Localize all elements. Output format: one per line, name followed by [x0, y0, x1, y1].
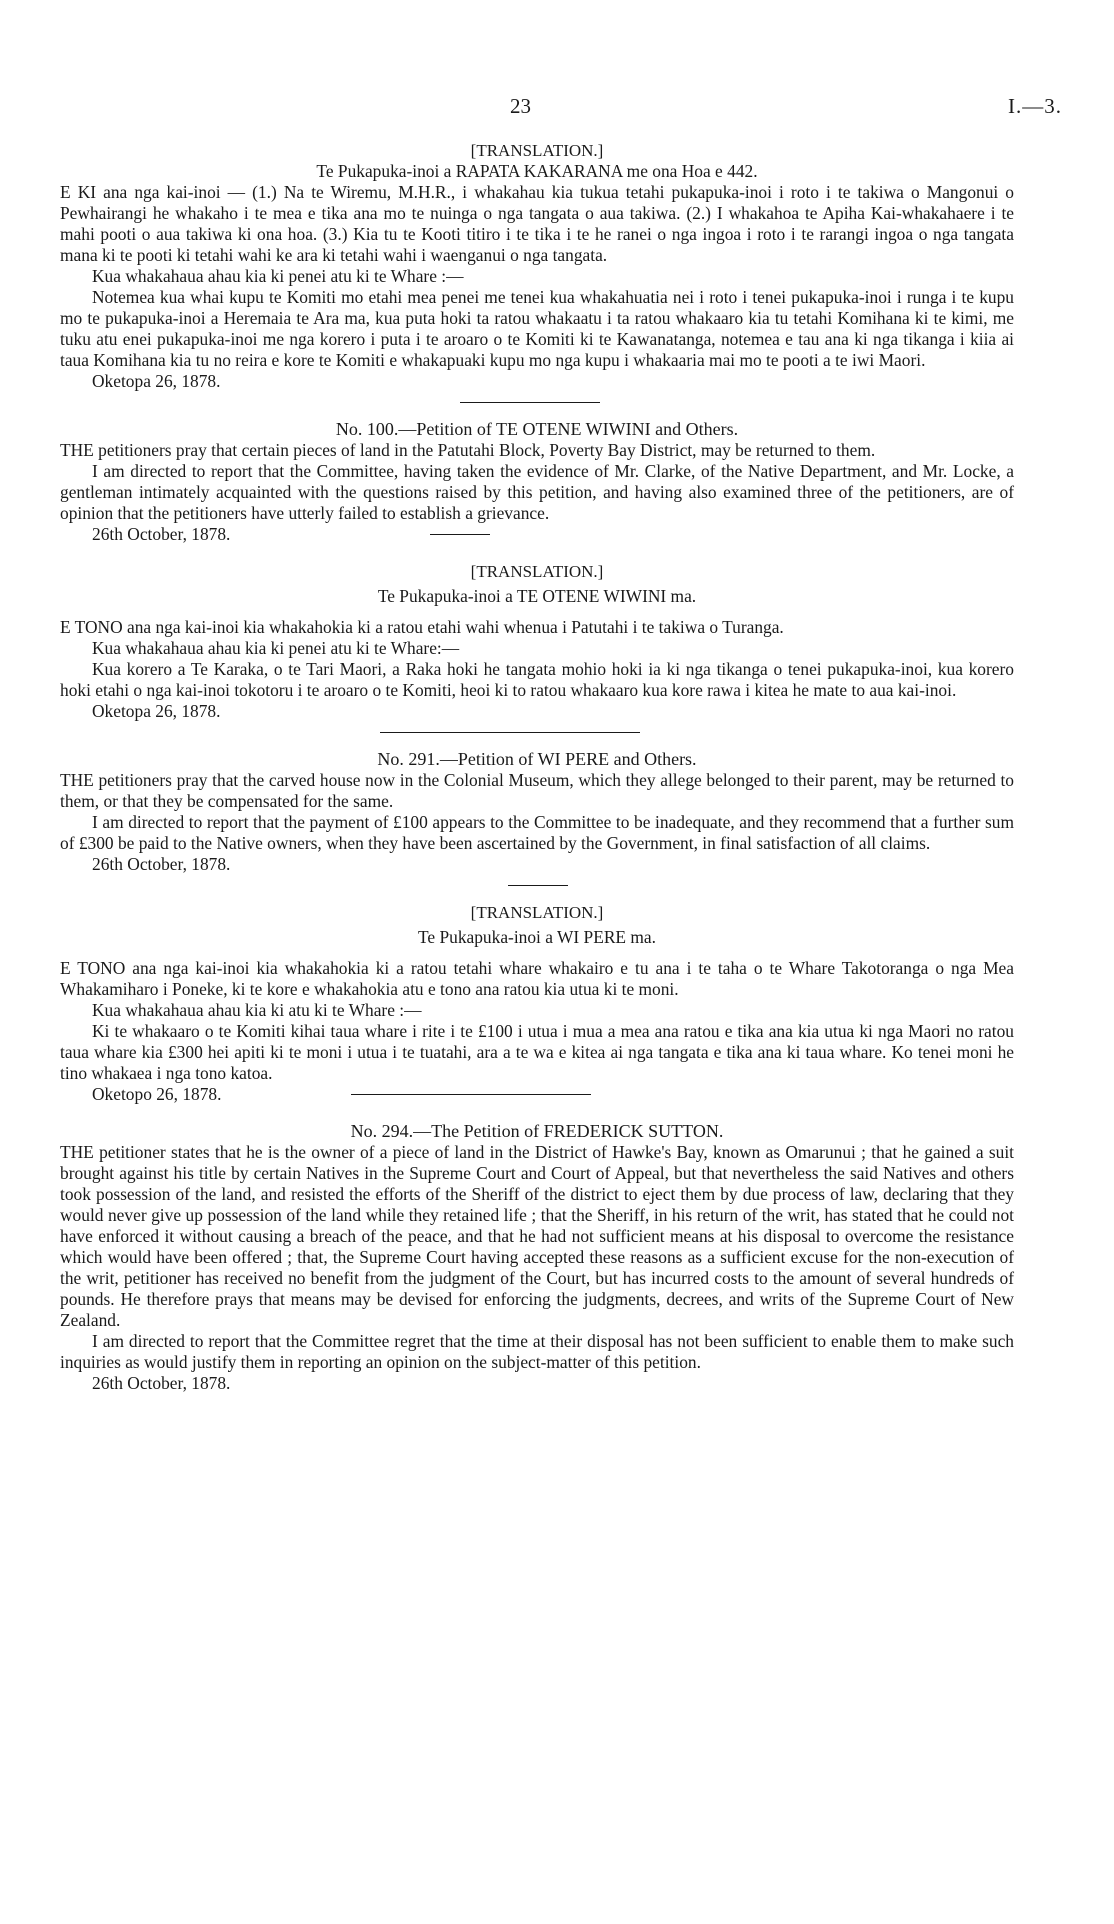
paragraph: Kua whakahaua ahau kia ki penei atu ki te Whare :— [92, 266, 464, 286]
translation-label: [TRANSLATION.] [470, 141, 604, 160]
page-number: 23 [510, 94, 531, 118]
petition-heading: No. 291.—Petition of WI PERE and Others. [377, 749, 697, 769]
date-line: 26th October, 1878. [92, 1373, 231, 1393]
paragraph: THE petitioners pray that certain pieces of land in the Patutahi Block, Poverty Bay District, may be returned to them. [60, 440, 876, 460]
paragraph: I am directed to report that the Committee, having taken the evidence of Mr. Clarke, of the Native Department, and Mr. Locke, a gentleman intimately acquainted with the questions raised by this petition, and having also examined three of the petitioners, are of opinion that the petitioners have utterly failed to establish a grievance. [60, 461, 1014, 523]
section-title: Te Pukapuka-inoi a TE OTENE WIWINI ma. [377, 586, 697, 606]
paragraph: E KI ana nga kai-inoi — (1.) Na te Wiremu, M.H.R., i whakahau kia tukua tetahi pukapuka-inoi i roto i te takiwa o Mangonui o Pewhairangi he whakaho i te mea e tika ana mo te nuinga o nga tangata o aua takiwa. (2.) I whakahoa te Apiha Kai-whakahaere i te mahi pooti o aua takiwa ki ona hoa. (3.) Kia tu te Kooti titiro i te tika i te he ranei o nga ingoa i roto i te rarangi ingoa o nga tangata mana ki te pooti ki tetahi wahi ke ara ki tetahi wahi i waenganui o nga tangata. [60, 182, 1014, 265]
page-content [60, 140, 1014, 1394]
paragraph: Kua whakahaua ahau kia ki penei atu ki te Whare:— [92, 638, 460, 658]
paragraph: I am directed to report that the Committee regret that the time at their disposal has not been sufficient to enable them to make such inquiries as would justify them in reporting an opinion on the subject-matter of this petition. [60, 1331, 1014, 1372]
translation-label: [TRANSLATION.] [470, 562, 604, 581]
paragraph: THE petitioners pray that the carved house now in the Colonial Museum, which they allege belonged to their parent, may be returned to them, or that they be compensated for the same. [60, 770, 1014, 811]
paragraph: Notemea kua whai kupu te Komiti mo etahi mea penei me tenei kua whakahuatia nei i roto i tenei pukapuka-inoi i runga i te kupu mo te pukapuka-inoi a Heremaia te Ara ma, kua puta hoki ta ratou whakaatu i ta ratou whakaaro kia tu tetahi Komihana ki te kimi, me tuku atu enei pukapuka-inoi me nga korero i puta i te aroaro o te Komiti ki te Kawanatanga, notemea e tau ana ki nga tikanga i kiia ai taua Komihana kia tu no reira e kore te Komiti e whakapuaki kupu mo nga kupu i whakaaria mai mo te pooti a te iwi Maori. [60, 287, 1014, 370]
paragraph: E TONO ana nga kai-inoi kia whakahokia ki a ratou etahi wahi whenua i Patutahi i te takiwa o Turanga. [60, 617, 784, 637]
date-line: Oketopo 26, 1878. [92, 1084, 222, 1104]
paragraph: Kua korero a Te Karaka, o te Tari Maori, a Raka hoki he tangata mohio hoki ia ki nga tikanga o tenei pukapuka-inoi, kua korero hoki etahi o nga kai-inoi tokotoru i te aroaro o te Komiti, heoi ki to ratou whakaaro kua kore rawa i kitea he mate to aua kai-inoi. [60, 659, 1014, 700]
paragraph: E TONO ana nga kai-inoi kia whakahokia ki a ratou tetahi whare whakairo e tu ana i te taha o te Whare Takotoranga o nga Mea Whakamiharo i Poneke, ki te kore e whakahokia atu e tono ana ratou kia utua ki te moni. [60, 958, 1014, 999]
date-line: 26th October, 1878. [92, 524, 231, 544]
date-line: Oketopa 26, 1878. [92, 701, 221, 721]
petition-heading: No. 294.—The Petition of FREDERICK SUTTON. [350, 1121, 724, 1141]
document-reference: I.—3. [1008, 94, 1062, 118]
date-line: 26th October, 1878. [92, 854, 231, 874]
short-divider [430, 534, 490, 535]
date-line: Oketopa 26, 1878. [92, 371, 221, 391]
paragraph: Ki te whakaaro o te Komiti kihai taua whare i rite i te £100 i utua i mua a mea ana ratou e tika ana kia utua ki nga Maori no ratou taua whare kia £300 hei apiti ki te moni i utua i te tuatahi, ara a te wa e kitea ai nga tangata e tika ana ki taua whare. Ko tenei moni he tino whakaea i nga tono katoa. [60, 1021, 1014, 1083]
paragraph: Kua whakahaua ahau kia ki atu ki te Whare :— [92, 1000, 422, 1020]
paragraph: THE petitioner states that he is the owner of a piece of land in the District of Hawke's Bay, known as Omarunui ; that he gained a suit brought against his title by certain Natives in the Supreme Court and Court of Appeal, but that nevertheless the said Natives and others took possession of the land, and resisted the efforts of the Sheriff of the district to eject them by due process of law, declaring that they would never give up possession of the land while they retained life ; that the Sheriff, in his return of the writ, has stated that he could not have enforced it without causing a breach of the peace, and that he had not sufficient means at his disposal to overcome the resistance which would have been offered ; that, the Supreme Court having accepted these reasons as a sufficient excuse for the non-execution of the writ, petitioner has received no benefit from the judgment of the Court, but has incurred costs to the amount of several hundreds of pounds. He therefore prays that means may be devised for enforcing the judgments, decrees, and writs of the Supreme Court of New Zealand. [60, 1142, 1014, 1330]
translation-label: [TRANSLATION.] [470, 903, 604, 922]
paragraph: I am directed to report that the payment of £100 appears to the Committee to be inadequate, and they recommend that a further sum of £300 be paid to the Native owners, when they have been ascertained by the Government, in final satisfaction of all claims. [60, 812, 1014, 853]
section-title: Te Pukapuka-inoi a WI PERE ma. [417, 927, 657, 947]
petition-heading: No. 100.—Petition of TE OTENE WIWINI and Others. [335, 419, 739, 439]
section-divider [351, 1094, 591, 1095]
section-title: Te Pukapuka-inoi a RAPATA KAKARANA me ona Hoa e 442. [316, 161, 758, 181]
